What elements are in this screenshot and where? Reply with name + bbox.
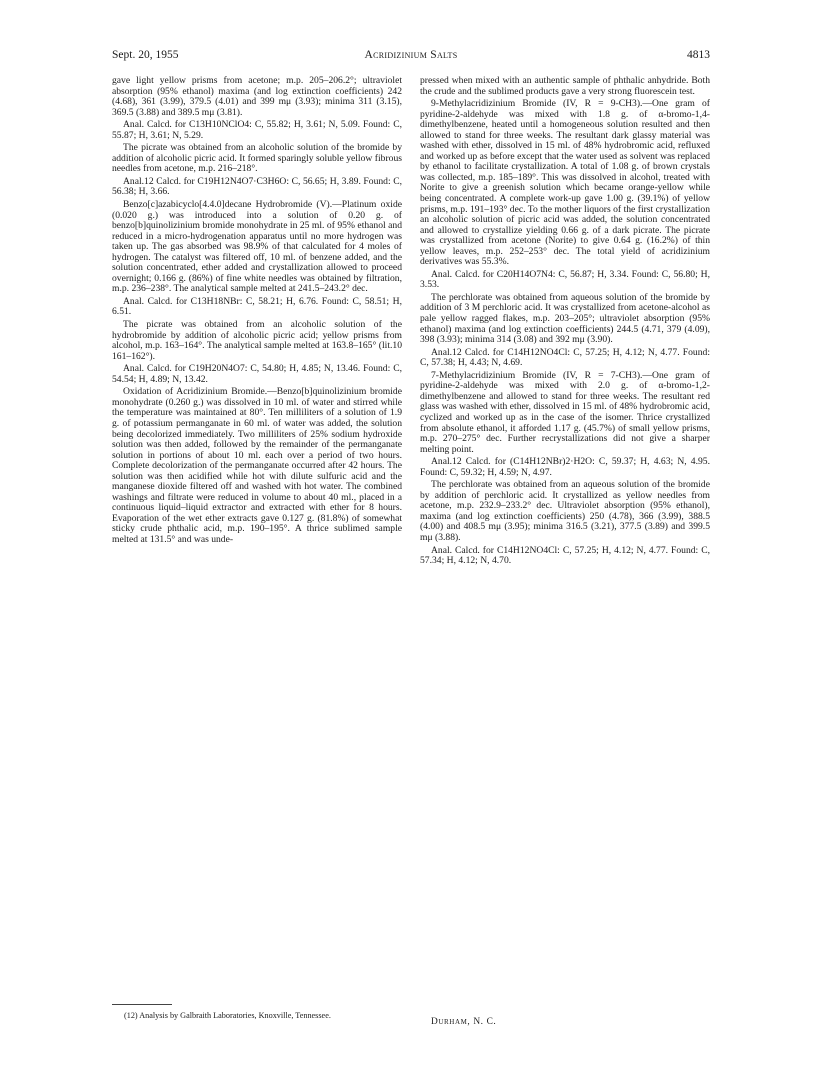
paragraph: The picrate was obtained from an alcoholic solution of the hydrobromide by addition of alcoholic picric acid; yellow prisms from alcohol, m.p. 163–164°. The analytical sample melted at 163.8–165° (lit.10 161–162°). <box>112 319 402 362</box>
analysis-paragraph: Anal.12 Calcd. for C14H12NO4Cl: C, 57.25; H, 4.12; N, 4.77. Found: C, 57.38; H, 4.43; N, 4.69. <box>420 346 710 369</box>
paragraph: The perchlorate was obtained from aqueous solution of the bromide by addition of 3 M perchloric acid. It was crystallized from acetone-alcohol as pale yellow ragged flakes, m.p. 203–205°; ultraviolet absorption (95% ethanol) maxima (and log extinction coefficients) 244.5 (4.71, 379 (4.09), 398 (3.93); minima 314 (3.08) and 392 mμ (3.90). <box>420 291 710 346</box>
right-column <box>420 76 710 567</box>
left-column <box>112 76 402 546</box>
header-page-number: 4813 <box>687 49 710 61</box>
analysis-paragraph: Anal.12 Calcd. for (C14H12NBr)2·H2O: C, 59.37; H, 4.63; N, 4.95. Found: C, 59.32; H, 4.59; N, 4.97. <box>420 456 710 478</box>
paragraph: pressed when mixed with an authentic sample of phthalic anhydride. Both the crude and the sublimed products gave a very strong fluorescein test. <box>420 75 710 97</box>
paragraph: Oxidation of Acridizinium Bromide.—Benzo[b]quinolizinium bromide monohydrate (0.260 g.) was dissolved in 10 ml. of water and stirred while the temperature was maintained at 80°. Ten milliliters of a solution of 1.9 g. of potassium permanganate in 60 ml. of water was added, the solution being decolorized immediately. Two milliliters of 25% sodium hydroxide solution was then added, followed by the remainder of the permanganate solution in portions of about 10 ml. each over a period of two hours. Complete decolorization of the permanganate occurred after 42 hours. The solution was then acidified while hot with dilute sulfuric acid and the manganese dioxide filtered off and washed with hot water. The combined washings and filtrate were reduced in volume to about 40 ml., placed in a continuous liquid–liquid extractor and extracted with ether for 8 hours. Evaporation of the wet ether extracts gave 0.127 g. (81.8%) of somewhat sticky crude phthalic acid, m.p. 190–195°. A thrice sublimed sample melted at 131.5° and was unde- <box>112 386 402 545</box>
analysis-paragraph: Anal. Calcd. for C19H20N4O7: C, 54.80; H, 4.85; N, 13.46. Found: C, 54.54; H, 4.89; N, 13.42. <box>112 363 402 385</box>
paragraph: The perchlorate was obtained from an aqueous solution of the bromide by addition of perchloric acid. It crystallized as yellow needles from acetone, m.p. 232.9–233.2° dec. Ultraviolet absorption (95% ethanol), maxima (and log extinction coefficients) 250 (4.78), 366 (3.99), 388.5 (4.00) and 408.5 mμ (3.95); minima 316.5 (3.21), 377.5 (3.89) and 399.5 mμ (3.88). <box>420 479 710 543</box>
footnote-divider <box>112 1004 172 1005</box>
paragraph: gave light yellow prisms from acetone; m.p. 205–206.2°; ultraviolet absorption (95% ethanol) maxima (and log extinction coefficients) 242 (4.68), 361 (3.99), 379.5 (4.01) and 399 mμ (3.93); minima 311 (3.15), 369.5 (3.88) and 389.5 mμ (3.81). <box>112 75 402 118</box>
analysis-paragraph: Anal. Calcd. for C14H12NO4Cl: C, 57.25; H, 4.12; N, 4.77. Found: C, 57.34; H, 4.12; N, 4.70. <box>420 544 710 567</box>
running-header <box>112 47 710 63</box>
paragraph: The picrate was obtained from an alcoholic solution of the bromide by addition of alcoholic picric acid. It formed sparingly soluble yellow fibrous needles from acetone, m.p. 216–218°. <box>112 142 402 175</box>
header-date: Sept. 20, 1955 <box>112 49 179 61</box>
analysis-paragraph: Anal. Calcd. for C20H14O7N4: C, 56.87; H, 3.34. Found: C, 56.80; H, 3.53. <box>420 268 710 291</box>
footnote: (12) Analysis by Galbraith Laboratories, Knoxville, Tennessee. <box>124 1011 331 1020</box>
paragraph: 9-Methylacridizinium Bromide (IV, R = 9-CH3).—One gram of pyridine-2-aldehyde was mixed with 1.8 g. of α-bromo-1,4-dimethylbenzene, heated until a homogeneous solution resulted and then allowed to stand for three weeks. The resultant dark glassy material was washed with ether, dissolved in 15 ml. of 48% hydrobromic acid, refluxed and worked up as before except that the water used as solvent was replaced by ethanol to facilitate crystallization. A total of 1.08 g. of brown crystals was collected, m.p. 185–189°. This was dissolved in alcohol, treated with Norite to give a greenish solution which became orange-yellow while being concentrated. A complete work-up gave 1.00 g. (39.1%) of yellow prisms, m.p. 191–193° dec. To the mother liquors of the first crystallization an alcoholic solution of picric acid was added, the solution concentrated and allowed to crystallize yielding 0.66 g. of a dark picrate. The picrate was crystallized from acetone (Norite) to give 0.64 g. (16.2%) of thin yellow leaves, m.p. 252–253° dec. The total yield of acridizinium derivatives was 55.3%. <box>420 98 710 268</box>
analysis-paragraph: Anal. Calcd. for C13H10NClO4: C, 55.82; H, 3.61; N, 5.09. Found: C, 55.87; H, 3.61; N, 5.29. <box>112 119 402 141</box>
paragraph: 7-Methylacridizinium Bromide (IV, R = 7-CH3).—One gram of pyridine-2-aldehyde was mixed with 2.0 g. of α-bromo-1,2-dimethylbenzene and allowed to stand for three weeks. The resultant red glass was washed with ether, dissolved in 15 ml. of 48% hydrobromic acid, cyclized and worked up as in the case of the isomer. Thrice crystallized from absolute ethanol, it afforded 1.17 g. (45.7%) of small yellow prisms, m.p. 270–275° dec. Further recrystallizations did not give a sharper melting point. <box>420 369 710 455</box>
analysis-paragraph: Anal. Calcd. for C13H18NBr: C, 58.21; H, 6.76. Found: C, 58.51; H, 6.51. <box>112 295 402 318</box>
author-location: Durham, N. C. <box>431 1017 497 1027</box>
header-title: Acridizinium Salts <box>364 49 458 61</box>
paragraph: Benzo[c]azabicyclo[4.4.0]decane Hydrobromide (V).—Platinum oxide (0.020 g.) was introduced into a solution of 0.20 g. of benzo[b]quinolizinium bromide monohydrate in 25 ml. of 95% ethanol and reduced in a micro-hydrogenation apparatus until no more hydrogen was taken up. The gas absorbed was 98.9% of that calculated for 4 moles of hydrogen. The catalyst was filtered off, 10 ml. of benzene added, and the solution concentrated, ether added and crystallization allowed to proceed overnight; 0.166 g. (86%) of fine white needles was obtained by filtration, m.p. 236–238°. The analytical sample melted at 241.5–243.2° dec. <box>112 199 402 295</box>
analysis-paragraph: Anal.12 Calcd. for C19H12N4O7·C3H6O: C, 56.65; H, 3.89. Found: C, 56.38; H, 3.66. <box>112 175 402 198</box>
